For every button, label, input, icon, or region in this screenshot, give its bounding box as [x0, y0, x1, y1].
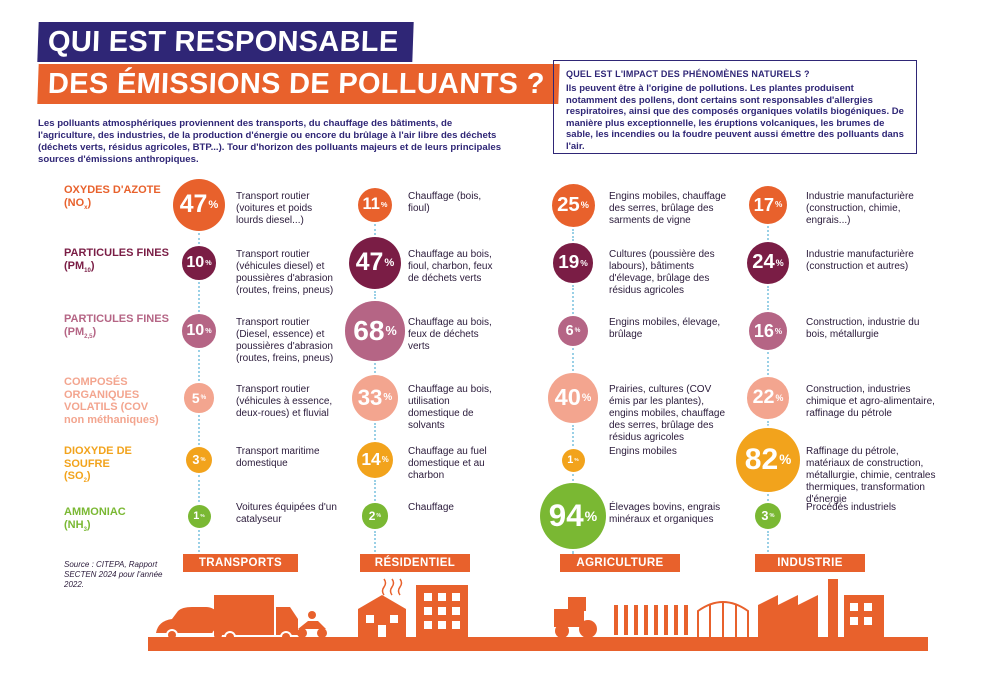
share-circle: [182, 314, 216, 348]
source-description: Construction, industries chimique et agro-alimentaire, raffinage du pétrole: [806, 384, 935, 419]
percent-sign: %: [574, 327, 581, 335]
share-circle: [357, 442, 394, 479]
infobox-heading: QUEL EST L'IMPACT DES PHÉNOMÈNES NATURELS ?: [566, 69, 810, 79]
share-value: 33: [357, 384, 383, 410]
percent-sign: %: [584, 508, 598, 524]
share-value: 14: [361, 449, 381, 470]
pollutant-formula: $(NH_3)$: [64, 518, 91, 533]
share-value: 2: [368, 508, 376, 523]
share-circle: [345, 301, 404, 360]
pollutant-label: [64, 506, 174, 536]
pollutant-name: PARTICULES FINES: [64, 247, 169, 259]
share-circle: [349, 237, 401, 289]
source-description: Chauffage au bois, feux de déchets verts: [408, 317, 492, 352]
heat-waves-icon: [383, 579, 402, 595]
source-description: Élevages bovins, engrais minéraux et organiques: [609, 502, 721, 525]
source-description: Chauffage au bois, utilisation domestique de solvants: [408, 384, 492, 431]
share-circle: [548, 373, 598, 423]
percent-sign: %: [779, 452, 792, 468]
source-description: Engins mobiles, élevage, brûlage: [609, 317, 721, 340]
share-circle: [552, 184, 595, 227]
tractor-icon: [554, 597, 597, 638]
percent-sign: %: [775, 200, 783, 210]
share-circle: [562, 449, 585, 472]
share-circle: [749, 312, 787, 350]
pollutant-name: AMMONIAC: [64, 506, 126, 518]
percent-sign: %: [383, 392, 393, 404]
source-description: Engins mobiles, chauffage des serres, brûlage des sarments de vigne: [609, 191, 727, 226]
share-value: 68: [353, 314, 385, 346]
source-description: Procédés industriels: [806, 502, 897, 513]
source-description: Chauffage au fuel domestique et au charbon: [408, 446, 487, 481]
share-value: 6: [565, 322, 574, 339]
percent-sign: %: [200, 394, 207, 402]
source-description: Industrie manufacturière (construction, chimie, engrais...): [806, 191, 914, 226]
column-connector: [374, 291, 376, 299]
share-value: 5: [191, 389, 200, 406]
percent-sign: %: [384, 256, 395, 269]
column-connector: [572, 348, 574, 371]
share-circle: [747, 242, 789, 284]
share-circle: [182, 246, 216, 280]
source-description: Transport routier (véhicules diesel) et poussières d'abrasion (routes, freins, pneus): [236, 249, 334, 296]
source-description: Chauffage (bois, fioul): [408, 191, 482, 214]
column-connector: [572, 229, 574, 242]
pollutant-name: COMPOSÉS ORGANIQUES VOLATILS (COV: [64, 376, 149, 413]
share-circle: [736, 428, 799, 491]
pollutant-formula: $(SO_2)$: [64, 470, 91, 485]
percent-sign: %: [581, 391, 592, 404]
percent-sign: %: [200, 513, 205, 519]
column-connector: [572, 474, 574, 482]
share-value: 82: [744, 442, 779, 476]
sector-transports: TRANSPORTS: [183, 554, 298, 572]
share-value: 1: [567, 454, 574, 466]
crops-icon: [614, 605, 688, 635]
percent-sign: %: [200, 456, 206, 463]
pollutant-name: DIOXYDE DE SOUFRE: [64, 445, 132, 470]
share-value: 17: [753, 193, 775, 215]
source-description: Chauffage au bois, fioul, charbon, feux de déchets verts: [408, 249, 493, 284]
percent-sign: %: [574, 457, 579, 463]
infobox-body: Ils peuvent être à l'origine de pollutions. Les plantes produisent notamment des pollens, dont certains sont responsables d'allergies respiratoires, ainsi que des composés organiques volatils biogéniques. De manière plus exceptionnelle, les éruptions volcaniques, les brumes de sable, les incendies ou la foudre peuvent aussi émettre des polluants dans l'air.: [566, 83, 904, 152]
share-value: 47: [355, 248, 384, 276]
column-connector: [767, 286, 769, 310]
source-description: Voitures équipées d'un catalyseur: [236, 502, 337, 525]
pollutant-name: OXYDES D'AZOTE: [64, 184, 161, 196]
sector-residentiel: RÉSIDENTIEL: [360, 554, 470, 572]
share-circle: [755, 503, 782, 530]
percent-sign: %: [381, 455, 389, 465]
pollutant-label: [64, 184, 174, 214]
share-circle: [558, 316, 588, 346]
source-description: Construction, industrie du bois, métallurgie: [806, 317, 920, 340]
pollutant-formula: $(NO_x)$: [64, 196, 92, 211]
share-value: 3: [192, 452, 200, 467]
percent-sign: %: [774, 326, 783, 336]
share-circle: [747, 377, 788, 418]
pollutant-label: [64, 247, 174, 277]
column-connector: [767, 226, 769, 239]
column-connector: [374, 423, 376, 439]
column-connector: [198, 282, 200, 312]
column-connector: [572, 425, 574, 447]
share-circle: [188, 505, 211, 528]
share-circle: [173, 179, 225, 231]
share-circle: [186, 447, 213, 474]
column-connector: [198, 233, 200, 244]
building-icon: [416, 585, 468, 637]
percent-sign: %: [769, 512, 775, 519]
share-circle: [362, 503, 387, 528]
source-description: Prairies, cultures (COV émis par les plantes), engins mobiles, chauffage des serres, brûlage des résidus agricoles: [609, 384, 726, 443]
ground-bar: [148, 637, 928, 651]
sector-agriculture: AGRICULTURE: [560, 554, 680, 572]
column-connector: [198, 415, 200, 445]
share-value: 16: [753, 320, 774, 341]
column-connector: [767, 421, 769, 427]
house-icon: [358, 595, 406, 637]
percent-sign: %: [580, 200, 589, 210]
column-connector: [374, 480, 376, 501]
greenhouse-icon: [698, 601, 748, 637]
percent-sign: %: [205, 258, 212, 268]
source-description: Cultures (poussière des labours), bâtiments d'élevage, brûlage des résidus agricoles: [609, 249, 715, 296]
share-value: 47: [179, 190, 208, 218]
source-description: Transport routier (voitures et poids lourds diesel...): [236, 191, 313, 226]
share-circle: [553, 243, 593, 283]
share-circle: [352, 375, 399, 422]
motorbike-icon: [297, 611, 327, 638]
intro-text: Les polluants atmosphériques proviennent des transports, du chauffage des bâtiments, de l'agriculture, des industries, de la production d'énergie ou encore du brûlage à l'air libre des déchets (déchets verts, résidus agricoles, BTP...). Tour d'horizon des polluants majeurs et de leurs principales sources d'émissions anthropiques.: [38, 118, 502, 165]
share-value: 10: [186, 321, 205, 340]
share-circle: [540, 483, 606, 549]
pollutant-name-2: non méthaniques): [64, 413, 159, 426]
column-connector: [198, 530, 200, 553]
column-connector: [374, 531, 376, 552]
title-line-2: DES ÉMISSIONS DE POLLUANTS ?: [37, 64, 559, 104]
share-circle: [749, 186, 788, 225]
source-description: Engins mobiles: [609, 446, 677, 457]
share-value: 24: [752, 251, 775, 274]
column-connector: [374, 224, 376, 235]
share-value: 10: [186, 253, 205, 272]
truck-icon: [214, 595, 298, 643]
column-connector: [767, 531, 769, 552]
percent-sign: %: [775, 392, 784, 403]
percent-sign: %: [385, 323, 397, 338]
share-value: 11: [362, 195, 380, 214]
title-line-1: QUI EST RESPONSABLE: [37, 22, 413, 62]
percent-sign: %: [205, 326, 212, 336]
percent-sign: %: [580, 257, 588, 268]
pollutant-formula: $(PM_{2,5})$: [64, 325, 97, 340]
source-note: Source : CITEPA, Rapport SECTEN 2024 pour l'année 2022.: [64, 560, 163, 589]
column-connector: [198, 350, 200, 382]
column-connector: [767, 352, 769, 375]
share-value: 22: [752, 386, 775, 409]
column-connector: [572, 285, 574, 314]
percent-sign: %: [775, 257, 784, 268]
share-value: 1: [193, 510, 200, 522]
share-value: 19: [558, 251, 580, 273]
column-connector: [767, 494, 769, 501]
pollutant-label: [64, 376, 174, 426]
pollutant-label: [64, 313, 174, 343]
source-description: Industrie manufacturière (construction et autres): [806, 249, 914, 272]
source-description: Raffinage du pétrole, matériaux de construction, métallurgie, chimie, centrales thermiques, transformation d'énergie: [806, 446, 936, 505]
pollutant-formula: $(PM_{10})$: [64, 259, 95, 274]
source-description: Chauffage: [408, 502, 454, 513]
share-circle: [184, 383, 213, 412]
source-description: Transport routier (Diesel, essence) et poussières d'abrasion (routes, freins, pneus): [236, 317, 334, 364]
share-value: 40: [554, 384, 581, 411]
share-value: 94: [548, 498, 584, 533]
natural-phenomena-box: [553, 60, 917, 154]
share-value: 3: [761, 508, 769, 523]
share-circle: [358, 188, 393, 223]
column-connector: [374, 363, 376, 373]
pollutant-name: PARTICULES FINES: [64, 313, 169, 325]
percent-sign: %: [376, 512, 382, 519]
percent-sign: %: [208, 198, 219, 211]
sector-industrie: INDUSTRIE: [755, 554, 865, 572]
source-description: Transport maritime domestique: [236, 446, 320, 469]
percent-sign: %: [380, 200, 388, 210]
pollutant-label: [64, 445, 174, 488]
share-value: 25: [557, 193, 580, 216]
column-connector: [198, 475, 200, 502]
column-connector: [572, 551, 574, 552]
factory-icon: [758, 579, 884, 637]
source-description: Transport routier (véhicules à essence, deux-roues) et fluvial: [236, 384, 333, 419]
